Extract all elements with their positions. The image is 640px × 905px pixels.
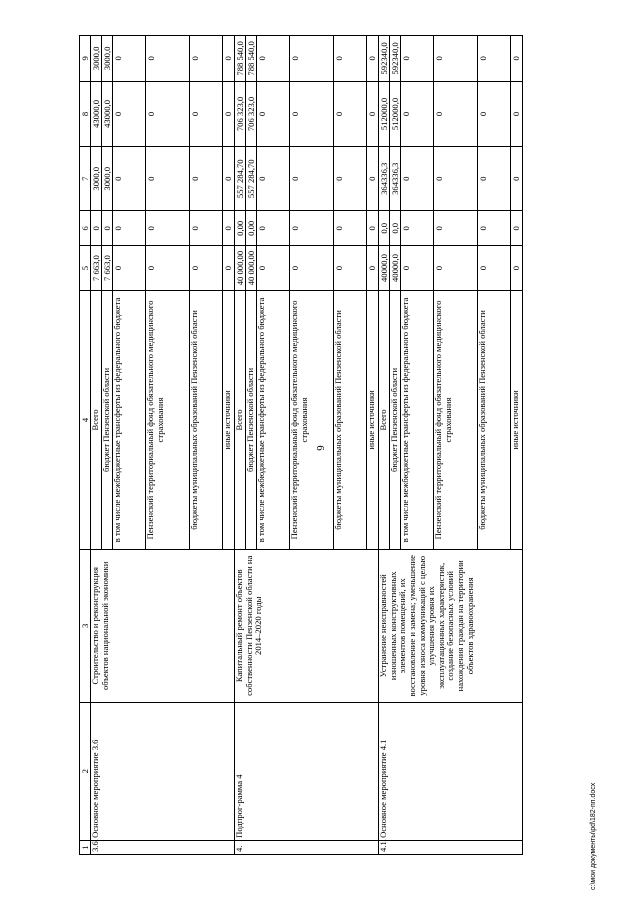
amount-cell: 0: [113, 36, 146, 82]
amount-cell: 0: [367, 147, 379, 211]
amount-cell: 0: [367, 36, 379, 82]
amount-cell: 0: [367, 246, 379, 291]
amount-cell: 0: [190, 147, 223, 211]
amount-cell: 0: [146, 147, 190, 211]
amount-cell: 0: [401, 36, 434, 82]
header-cell: 7: [80, 147, 91, 211]
amount-cell: 0: [190, 246, 223, 291]
funding-source-cell: Всего: [379, 290, 390, 549]
amount-cell: 512000,0: [379, 81, 390, 146]
amount-cell: 706 323,0: [246, 81, 257, 146]
amount-cell: 0: [511, 246, 523, 291]
amount-cell: 0: [223, 211, 235, 246]
funding-source-cell: в том числе межбюджетные трансферты из федерального бюджета: [257, 290, 290, 549]
amount-cell: 0: [401, 81, 434, 146]
funding-source-cell: Всего: [91, 290, 102, 549]
amount-cell: 0: [113, 147, 146, 211]
amount-cell: 0,0: [390, 211, 401, 246]
funding-source-cell: иные источники: [367, 290, 379, 549]
amount-cell: 0: [401, 246, 434, 291]
amount-cell: 364336,3: [390, 147, 401, 211]
amount-cell: 3000,0: [102, 36, 113, 82]
funding-source-cell: Пензенский территориальный фонд обязательного медицинского страхования: [146, 290, 190, 549]
amount-cell: 0: [334, 81, 367, 146]
amount-cell: 0: [478, 81, 511, 146]
table-body: [80, 36, 523, 855]
amount-cell: 0: [146, 211, 190, 246]
amount-cell: 0: [223, 36, 235, 82]
amount-cell: 788 540,0: [246, 36, 257, 82]
header-row: [80, 36, 91, 855]
amount-cell: 592340,0: [390, 36, 401, 82]
amount-cell: 512000,0: [390, 81, 401, 146]
amount-cell: 0: [478, 246, 511, 291]
amount-cell: 0: [290, 36, 334, 82]
section-kind-cell: Подпрог-рамма 4: [235, 702, 379, 840]
funding-source-cell: бюджеты муниципальных образований Пензенской области: [478, 290, 511, 549]
amount-cell: 0: [434, 211, 478, 246]
amount-cell: 3000,0: [91, 36, 102, 82]
amount-cell: 0: [478, 36, 511, 82]
amount-cell: 0: [290, 147, 334, 211]
amount-cell: 0: [334, 246, 367, 291]
amount-cell: 557 284,70: [235, 147, 246, 211]
rotated-table-container: [79, 35, 519, 855]
table-row: [379, 36, 390, 855]
amount-cell: 0: [257, 211, 290, 246]
amount-cell: 0: [113, 246, 146, 291]
amount-cell: 0: [91, 211, 102, 246]
header-cell: 8: [80, 81, 91, 146]
funding-source-cell: в том числе межбюджетные трансферты из федерального бюджета: [401, 290, 434, 549]
amount-cell: 0: [334, 147, 367, 211]
amount-cell: 0: [401, 147, 434, 211]
header-cell: 5: [80, 246, 91, 291]
section-kind-cell: Основное мероприятие 4.1: [379, 702, 523, 840]
section-name-cell: Устранение неисправностей изношенных конструктивных элементов помещений, их восстановление и замена; уменьшение уровня износа коммуникаций с целью улучшения уровня их эксплуатационных характеристик, создание безопасных условий нахождения граждан на территории объектов здравоохранения: [379, 550, 523, 702]
amount-cell: 0: [113, 211, 146, 246]
section-number-cell: 4.1.: [379, 840, 523, 854]
funding-source-cell: Всего: [235, 290, 246, 549]
funding-source-cell: в том числе межбюджетные трансферты из федерального бюджета: [113, 290, 146, 549]
amount-cell: 788 540,0: [235, 36, 246, 82]
amount-cell: 0: [367, 211, 379, 246]
amount-cell: 0: [146, 81, 190, 146]
funding-source-cell: бюджеты муниципальных образований Пензенской области: [334, 290, 367, 549]
amount-cell: 0: [223, 147, 235, 211]
header-cell: 9: [80, 36, 91, 82]
amount-cell: 0: [146, 246, 190, 291]
amount-cell: 3000,0: [91, 147, 102, 211]
amount-cell: 0: [257, 147, 290, 211]
amount-cell: 0: [401, 211, 434, 246]
funding-source-cell: бюджеты муниципальных образований Пензенской области: [190, 290, 223, 549]
funding-source-cell: иные источники: [511, 290, 523, 549]
amount-cell: 7 663,0: [102, 246, 113, 291]
amount-cell: 0: [434, 36, 478, 82]
amount-cell: 0: [257, 36, 290, 82]
amount-cell: 0: [257, 81, 290, 146]
amount-cell: 0: [223, 246, 235, 291]
amount-cell: 40 000,00: [235, 246, 246, 291]
amount-cell: 0: [223, 81, 235, 146]
amount-cell: 0: [478, 211, 511, 246]
amount-cell: 0: [334, 36, 367, 82]
amount-cell: 0: [434, 246, 478, 291]
file-path-footer: c:\мои документы\pd\182-пп.docx: [590, 782, 597, 890]
amount-cell: 0,0: [379, 211, 390, 246]
header-cell: 4: [80, 290, 91, 549]
header-cell: 6: [80, 211, 91, 246]
header-cell: 1: [80, 840, 91, 854]
section-kind-cell: Основное мероприятие 3.6: [91, 702, 235, 840]
funding-source-cell: бюджет Пензенской области: [102, 290, 113, 549]
amount-cell: 0: [511, 211, 523, 246]
funding-source-cell: бюджет Пензенской области: [390, 290, 401, 549]
amount-cell: 0: [511, 36, 523, 82]
funding-source-cell: бюджет Пензенской области: [246, 290, 257, 549]
amount-cell: 0: [290, 81, 334, 146]
amount-cell: 0: [146, 36, 190, 82]
amount-cell: 0,00: [235, 211, 246, 246]
amount-cell: 0,00: [246, 211, 257, 246]
amount-cell: 43000,0: [91, 81, 102, 146]
funding-source-cell: Пензенский территориальный фонд обязательного медицинского страхования: [290, 290, 334, 549]
header-cell: 3: [80, 550, 91, 702]
funding-source-cell: иные источники: [223, 290, 235, 549]
amount-cell: 592340,0: [379, 36, 390, 82]
section-name-cell: Капитальный ремонт объектов собственности Пензенской области на 2014–2020 годы: [235, 550, 379, 702]
amount-cell: 0: [190, 211, 223, 246]
funding-source-cell: Пензенский территориальный фонд обязательного медицинского страхования: [434, 290, 478, 549]
amount-cell: 0: [290, 211, 334, 246]
table-row: [91, 36, 102, 855]
amount-cell: 0: [190, 81, 223, 146]
amount-cell: 0: [257, 246, 290, 291]
amount-cell: 0: [113, 81, 146, 146]
page-number: 6: [314, 445, 326, 451]
amount-cell: 0: [478, 147, 511, 211]
amount-cell: 706 323,0: [235, 81, 246, 146]
amount-cell: 7 663,0: [91, 246, 102, 291]
amount-cell: 40 000,00: [246, 246, 257, 291]
amount-cell: 0: [434, 81, 478, 146]
amount-cell: 0: [190, 36, 223, 82]
amount-cell: 0: [511, 147, 523, 211]
amount-cell: 0: [434, 147, 478, 211]
amount-cell: 0: [290, 246, 334, 291]
section-name-cell: Строительство и реконструкция объектов национальной экономики: [91, 550, 235, 702]
amount-cell: 3000,0: [102, 147, 113, 211]
section-number-cell: 3.6.: [91, 840, 235, 854]
amount-cell: 557 284,70: [246, 147, 257, 211]
table-row: [235, 36, 246, 855]
amount-cell: 0: [367, 81, 379, 146]
amount-cell: 364336,3: [379, 147, 390, 211]
header-cell: 2: [80, 702, 91, 840]
amount-cell: 0: [511, 81, 523, 146]
amount-cell: 43000,0: [102, 81, 113, 146]
amount-cell: 0: [102, 211, 113, 246]
amount-cell: 0: [334, 211, 367, 246]
amount-cell: 40000,0: [390, 246, 401, 291]
budget-table: [79, 35, 523, 855]
amount-cell: 40000,0: [379, 246, 390, 291]
section-number-cell: 4.: [235, 840, 379, 854]
